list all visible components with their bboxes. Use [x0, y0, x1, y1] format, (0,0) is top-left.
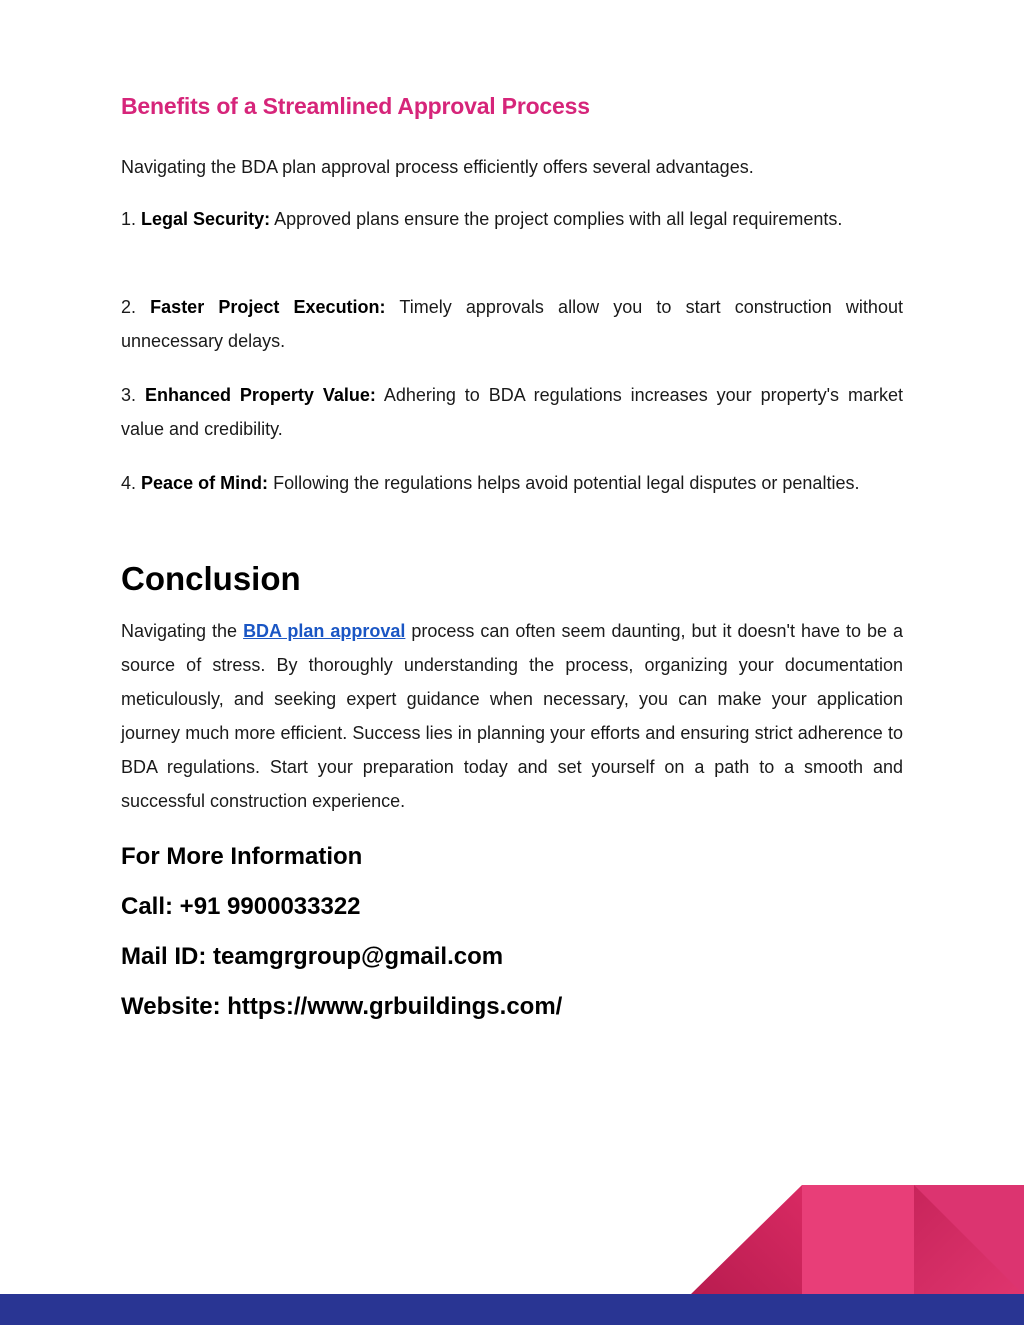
conclusion-paragraph — [121, 614, 903, 818]
contact-phone: Call: +91 9900033322 — [121, 893, 361, 920]
benefit-number: 3. — [121, 385, 137, 405]
benefit-title: Legal Security: — [141, 209, 271, 229]
benefit-item-legal-security — [121, 202, 903, 236]
benefit-number: 4. — [121, 473, 137, 493]
benefit-title: Enhanced Property Value: — [144, 385, 376, 405]
benefit-text: Approved plans ensure the project complies with all legal requirements. — [274, 209, 843, 229]
benefit-title: Faster Project Execution: — [150, 297, 386, 317]
benefit-text: Timely approvals allow you to start construction without unnecessary delays. — [121, 297, 903, 351]
deco-block-center — [802, 1185, 914, 1295]
benefit-text: Following the regulations helps avoid potential legal disputes or penalties. — [273, 473, 860, 493]
contact-email: Mail ID: teamgrgroup@gmail.com — [121, 943, 504, 970]
conclusion-heading: Conclusion — [121, 560, 301, 597]
benefits-intro: Navigating the BDA plan approval process efficiently offers several advantages. — [121, 157, 754, 177]
benefit-item-property-value — [121, 378, 903, 446]
corner-decoration — [690, 1185, 1024, 1295]
bda-plan-approval-link[interactable]: BDA plan approval — [243, 621, 406, 641]
conclusion-text-start: Navigating the — [121, 621, 244, 641]
more-info-heading: For More Information — [121, 843, 363, 870]
benefit-title: Peace of Mind: — [141, 473, 269, 493]
benefit-item-peace-of-mind — [121, 466, 903, 500]
benefit-number: 2. — [121, 297, 137, 317]
benefits-heading: Benefits of a Streamlined Approval Process — [121, 93, 590, 119]
footer-bar — [0, 1294, 1024, 1325]
benefit-text: Adhering to BDA regulations increases your property's market value and credibility. — [121, 385, 903, 439]
page-content — [121, 86, 904, 1020]
benefit-item-faster-execution — [121, 290, 903, 358]
deco-triangle-left — [690, 1185, 802, 1295]
conclusion-text-end: process can often seem daunting, but it doesn't have to be a source of stress. By thoroughly understanding the process, organizing your documentation meticulously, and seeking expert guidance when necessary, you can make your application journey much more efficient. Success lies in planning your efforts and ensuring strict adherence to BDA regulations. Start your preparation today and set yourself on a path to a smooth and successful construction experience. — [121, 621, 904, 811]
benefit-number: 1. — [121, 209, 137, 229]
contact-website: Website: https://www.grbuildings.com/ — [121, 993, 563, 1020]
